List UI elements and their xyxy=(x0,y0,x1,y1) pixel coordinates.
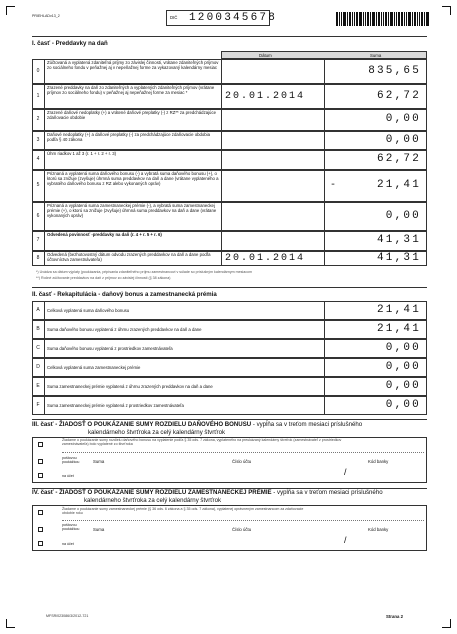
section4-account-label: Číslo účtu xyxy=(232,527,252,532)
section1-row-amount: 62,72 xyxy=(376,153,421,165)
section2-row-text: Suma zamestnaneckej prémie vyplatená z prostriedkov zamestnávateľa xyxy=(47,402,184,408)
section4-subtitle: kalendárneho štvrťroka za celý kalendárny štvrťrok xyxy=(84,497,222,504)
section1-title: I. časť - Preddavky na daň xyxy=(32,40,108,47)
section2-row-letter: A xyxy=(36,307,40,313)
section1-row-number: 2 xyxy=(36,116,40,122)
section1-row-amount: 0,00 xyxy=(385,113,421,125)
section1-row-number: 1 xyxy=(36,92,40,99)
corner-mark-bottom-left xyxy=(6,619,15,628)
section1-row-number: 0 xyxy=(36,67,40,74)
section3-title-rest: - vypĺňa sa v treťom mesiaci príslušného xyxy=(252,421,363,428)
barcode xyxy=(336,12,430,26)
section1-row-text: Zrazené daňové nedoplatky (+) a vrátené daňové preplatky (-) z RZ** za predchádzajúce zdaňovacie obdobie xyxy=(47,110,216,121)
section2-row-text: Suma daňového bonusu vyplatená z úhrnu zrazených preddavkov na daň a dane xyxy=(47,326,202,332)
section4-request-checkbox[interactable] xyxy=(38,510,43,515)
col-date-label: Dátum xyxy=(259,53,272,58)
section4-title-main: IV. časť - ŽIADOSŤ O POUKÁZANIE SUMY ROZDIELU ZAMESTNANECKEJ PRÉMIE xyxy=(32,489,272,496)
section1-row-amount: 62,72 xyxy=(376,89,421,102)
section1-row-amount: 41,31 xyxy=(376,251,421,264)
section3-sum-label: Suma xyxy=(93,459,105,464)
section1-row-date: 20.01.2014 xyxy=(225,252,306,264)
section1-row-text: Odvedená povinnosť -preddavky na daň (r. 4 + r. 5 + r. 6) xyxy=(47,232,162,237)
section2-title: II. časť - Rekapitulácia - daňový bonus a zamestnanecká prémia xyxy=(32,291,217,298)
section1-row-text: Odvedená (bezhotovostný dátum odvodu zrazených preddavkov na daň a dane podľa účtovníctva zamestnávateľa) xyxy=(47,252,211,263)
form-code: PRIEHLADv13_2 xyxy=(32,14,60,18)
section1-row-text: Priznaná a vyplatená suma zamestnaneckej prémie (-), a vybratá suma zamestnaneckej prémie (+), o ktorú sa znižuje (zvyšuje) úhrnná suma preddavkov na daň a dane (vrátane vykonaných opráv) xyxy=(47,203,217,219)
footnote-2: **) Ročné zúčtovanie preddavkov na daň z príjmov zo závislej činnosti (§ 38 zákona) xyxy=(36,276,171,280)
section4-account-checkbox[interactable] xyxy=(38,541,43,546)
section1-row-number: 8 xyxy=(36,254,40,261)
section3-title-main: III. časť - ŽIADOSŤ O POUKÁZANIE SUMY ROZDIELU DAŇOVÉHO BONUSU xyxy=(32,421,252,428)
section1-row-number: 7 xyxy=(36,237,40,243)
section1-row-text: Zúčtovaná a vyplatená zdaniteľná príjmy zo závislej činnosti, vrátane zdaniteľných príjmov zo sociálneho fondu v peňažnej aj v nepeňažnej forme za vykazovaný kalendárny mesiac xyxy=(47,60,219,71)
section1-row-text: Úhrn riadkov 1 až 3 (r. 1 + r. 2 + r. 3) xyxy=(47,151,117,156)
section1-row-number: 3 xyxy=(36,136,40,143)
dic-value: 1200345678 xyxy=(189,12,278,24)
section1-row-number: 5 xyxy=(36,182,40,188)
section4-bank-label: Kód banky xyxy=(368,527,389,532)
section4-title-rest: - vypĺňa sa v treťom mesiaci príslušného xyxy=(273,489,383,496)
section2-row-letter: F xyxy=(36,402,40,408)
section1-row-amount: 835,65 xyxy=(368,64,421,77)
corner-mark-top-right xyxy=(442,6,451,15)
section2-row-text: Celková vyplatená suma daňového bonusu xyxy=(47,307,130,313)
section3-account-checkbox[interactable] xyxy=(38,473,43,478)
section1-row-number: 4 xyxy=(36,156,40,162)
section1-row-amount: 0,00 xyxy=(385,209,421,222)
section2-row-text: Celková vyplatená suma zamestnaneckej prémie xyxy=(47,364,141,370)
section3-account-option: na účet xyxy=(62,474,74,478)
corner-mark-bottom-right xyxy=(442,619,451,628)
section3-subtitle: kalendárneho štvrťroka za celý kalendárny štvrťrok xyxy=(88,429,226,436)
section2-row-amount: 21,41 xyxy=(376,322,421,335)
section3-title xyxy=(32,421,362,428)
section3-postal-checkbox[interactable] xyxy=(38,459,43,464)
section1-row-amount: 21,41 xyxy=(376,179,421,191)
section1-column-header xyxy=(221,51,427,59)
section1-row-sign: - xyxy=(330,180,339,191)
dic-box xyxy=(166,10,278,26)
section2-row-amount: 0,00 xyxy=(385,341,421,354)
section2-row-text: Suma zamestnaneckej prémie vyplatená z úhrnu zrazených preddavkov na daň a dane xyxy=(47,383,213,389)
section4-title xyxy=(32,489,383,496)
section1-row-text: Zrazené preddavky na daň zo zdaniteľných a vyplatených zdaniteľných príjmov (vrátane príjmov zo sociálneho fondu) v peňažnej aj nepeňažnej forme za mesiac * xyxy=(47,85,215,96)
section3-slash: / xyxy=(344,467,347,477)
section3-bank-label: Kód banky xyxy=(368,459,389,464)
col-sum-label: Suma xyxy=(370,53,382,58)
section1-row-amount: 41,31 xyxy=(376,234,421,246)
section4-postal-checkbox[interactable] xyxy=(38,527,43,532)
section1-row-amount: 0,00 xyxy=(385,133,421,146)
section2-row-amount: 0,00 xyxy=(385,360,421,373)
section2-row-text: Suma daňového bonusu vyplatená z prostriedkov zamestnávateľa xyxy=(47,345,173,351)
section2-row-amount: 0,00 xyxy=(385,398,421,411)
section2-row-amount: 0,00 xyxy=(385,379,421,392)
section3-request-text: Žiadame o poukázanie sumy rozdielu daňového bonusu na vyplatenie podľa § 35 ods. 7 zákona, vyplateného na preukázaný kalendárny štvrťrok (zamestnávateľ z prostriedkov zamestnávateľa) bolo vyplatené zo štvrťroka xyxy=(62,438,342,447)
section3-postal-label: poštovou poukážkou xyxy=(62,456,80,465)
section3-request-checkbox[interactable] xyxy=(38,442,43,447)
section2-row-letter: B xyxy=(36,326,40,332)
section2-row-letter: C xyxy=(36,345,40,351)
section1-row-date: 20.01.2014 xyxy=(225,90,306,102)
section4-account-option: na účet xyxy=(62,542,74,546)
section1-row-number: 6 xyxy=(36,212,40,219)
section4-request-text: Žiadame o poukázanie sumy zamestnaneckej prémie (§ 36 ods. 6 zákona a § 35 ods. 7 zákona), vyplatenej oprávneným zamestnancom za zdaňovacie obdobie roku xyxy=(62,507,304,516)
section1-row-text: Priznaná a vyplatená suma daňového bonusu (-) a vybratá suma daňového bonusu (+), o ktorú sa znižuje (zvyšuje) úhrnná suma preddavkov na daň a dane (vrátane vyplateného a vybratého daňového bonusu z RZ alebo vykonaných opráv) xyxy=(47,171,219,187)
section2-row-amount: 21,41 xyxy=(376,303,421,316)
footer-form-number: MFSR/023086/3/2012-721 xyxy=(46,614,89,618)
section2-row-letter: E xyxy=(36,383,40,389)
section4-postal-label: poštovou poukážkou xyxy=(62,523,80,532)
section4-slash: / xyxy=(344,535,347,545)
footnote-1: *) Uvádza sa dátum výplaty (poukázania, pripísania zdaniteľného príjmu zamestnancovi v súlade so príslušným kalendárnym mesiacom xyxy=(36,270,252,274)
section1-row-text: Daňové nedoplatky (+) a daňové preplatky (-) za predchádzajúce zdaňovacie obdobia podľa § 40 zákona xyxy=(47,132,211,143)
section3-account-label: Číslo účtu xyxy=(232,459,252,464)
corner-mark-top-left xyxy=(6,6,15,15)
dic-label: DIČ xyxy=(170,15,178,20)
section2-row-letter: D xyxy=(36,364,40,370)
footer-page: Strana 2 xyxy=(386,614,403,619)
section4-sum-label: Suma xyxy=(93,527,105,532)
